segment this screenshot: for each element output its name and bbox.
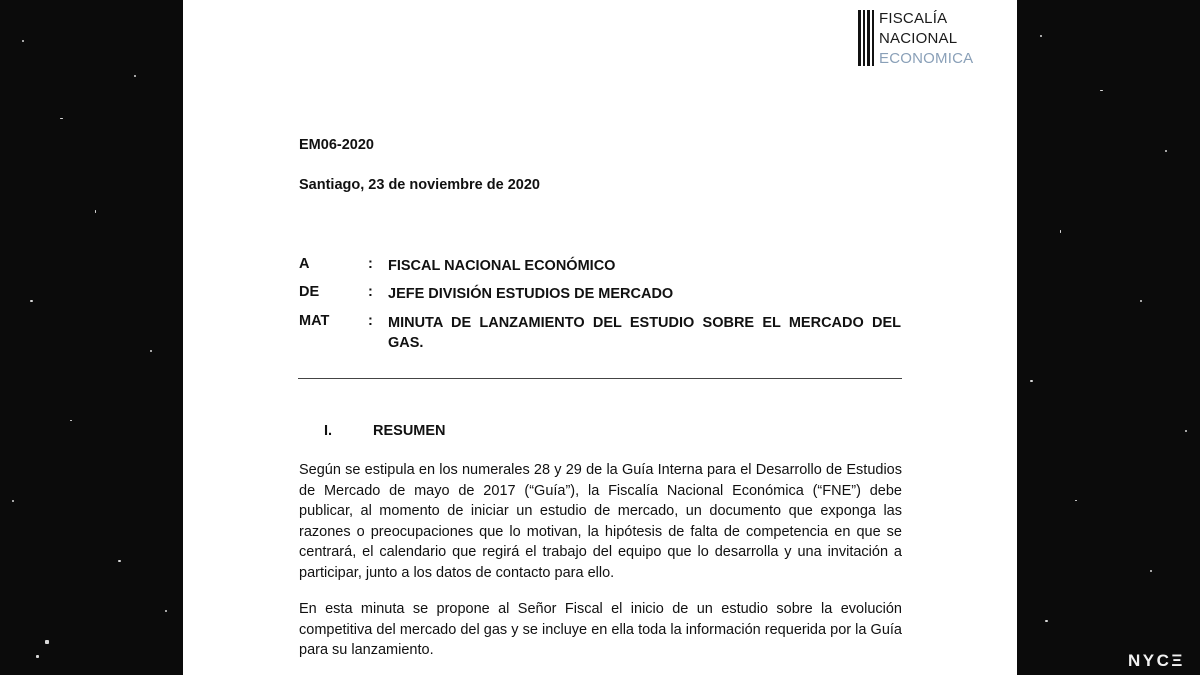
document-page [183, 0, 1017, 675]
header-colon: : [368, 256, 373, 272]
memo-date: Santiago, 23 de noviembre de 2020 [299, 177, 540, 193]
header-colon: : [368, 313, 373, 329]
section-title: RESUMEN [373, 423, 446, 439]
channel-watermark: NYCΞ [1128, 651, 1185, 670]
header-value: JEFE DIVISIÓN ESTUDIOS DE MERCADO [388, 286, 674, 302]
header-value: FISCAL NACIONAL ECONÓMICO [388, 258, 616, 274]
header-colon: : [368, 284, 373, 300]
body-paragraph: En esta minuta se propone al Señor Fiscal el inicio de un estudio sobre la evolución competitiva del mercado del gas y se incluye en ella toda la información requerida por la Guía para su lanzamiento. [299, 601, 902, 658]
body-paragraph: Según se estipula en los numerales 28 y 29 de la Guía Interna para el Desarrollo de Estudios de Mercado de mayo de 2017 (“Guía”), la Fiscalía Nacional Económica (“FNE”) debe publicar, al momento de iniciar un estudio de mercado, un documento que exponga las razones o preocupaciones que lo motivan, la hipótesis de falta de competencia en que se centrará, el calendario que regirá el trabajo del equipo que lo desarrolla y una invitación a participar, junto a los datos de contacto para ello. [299, 462, 902, 581]
memo-code: EM06-2020 [299, 137, 374, 153]
header-key: MAT [299, 313, 330, 329]
header-key: A [299, 256, 310, 272]
section-number: I. [324, 423, 333, 439]
header-key: DE [299, 284, 320, 300]
logo-line-1: FISCALÍA [879, 10, 948, 27]
logo-line-3: ECONOMICA [879, 50, 974, 67]
logo-line-2: NACIONAL [879, 30, 958, 47]
divider [298, 378, 902, 379]
fne-logo [858, 10, 998, 68]
header-value: MINUTA DE LANZAMIENTO DEL ESTUDIO SOBRE EL MERCADO DEL GAS. [388, 315, 901, 351]
